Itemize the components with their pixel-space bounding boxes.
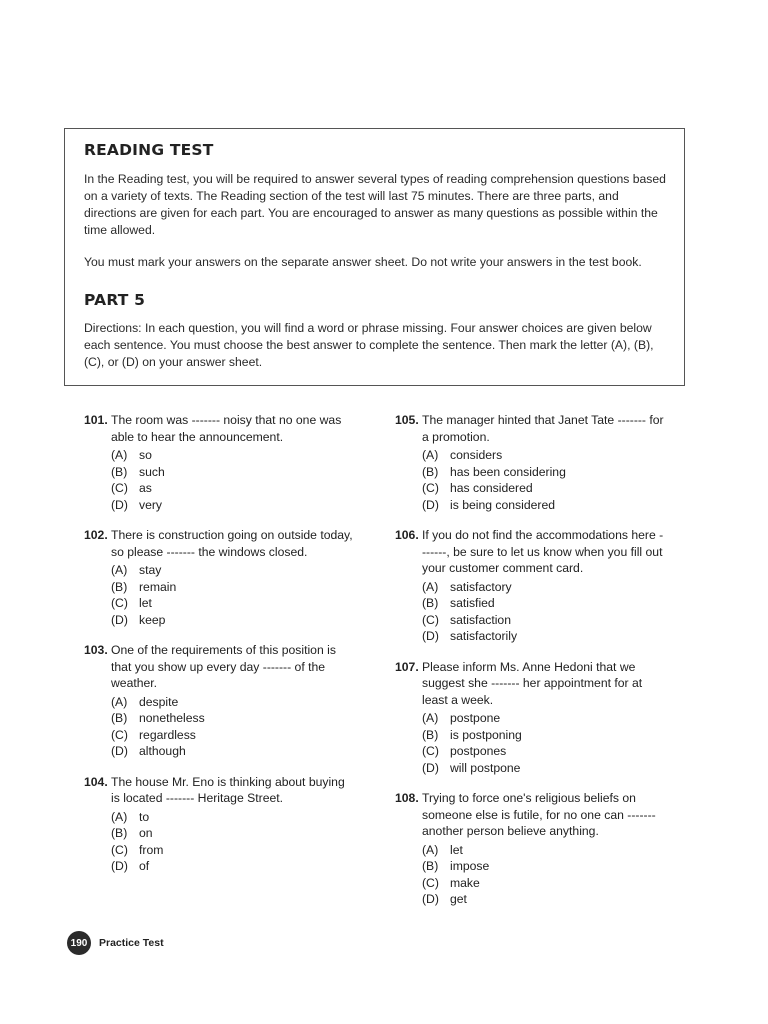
- question-stem: Trying to force one's religious beliefs on someone else is futile, for no one can ------- another person believe anything.: [422, 791, 656, 838]
- answer-choice: [111, 710, 354, 727]
- question-stem-row: [84, 527, 354, 560]
- question-item: [395, 527, 665, 645]
- answer-choice: [111, 743, 354, 760]
- answer-choices: [111, 694, 354, 760]
- answer-choices: [422, 447, 665, 513]
- answer-choice: [111, 809, 354, 826]
- choice-letter: (D): [111, 612, 128, 627]
- question-stem-row: [395, 527, 665, 577]
- question-item: [84, 774, 354, 875]
- answer-choices: [111, 562, 354, 628]
- question-stem-row: [395, 790, 665, 840]
- question-stem-row: [84, 774, 354, 807]
- answer-sheet-note: You must mark your answers on the separate answer sheet. Do not write your answers in the test book.: [84, 255, 642, 269]
- question-number: 106.: [395, 528, 419, 542]
- choice-text: postpone: [450, 711, 501, 725]
- answer-choice: [422, 497, 665, 514]
- choice-letter: (A): [422, 448, 439, 462]
- choice-letter: (A): [111, 694, 128, 709]
- answer-choice: [422, 727, 665, 744]
- question-stem: There is construction going on outside today, so please ------- the windows closed.: [111, 528, 353, 559]
- choice-letter: (A): [422, 711, 439, 725]
- question-stem: The manager hinted that Janet Tate ------- for a promotion.: [422, 413, 664, 444]
- answer-choice: [422, 760, 665, 777]
- choice-letter: (C): [422, 744, 439, 758]
- answer-choices: [422, 579, 665, 645]
- answer-choice: [422, 579, 665, 596]
- choice-text: impose: [450, 859, 490, 873]
- answer-choice: [111, 727, 354, 744]
- choice-text: very: [139, 497, 163, 512]
- answer-choice: [111, 595, 354, 612]
- choice-letter: (D): [111, 859, 128, 873]
- choice-text: so: [139, 448, 152, 462]
- choice-text: on: [139, 826, 153, 840]
- answer-choice: [111, 579, 354, 596]
- answer-choices: [422, 710, 665, 776]
- choice-letter: (A): [111, 448, 128, 462]
- question-stem: If you do not find the accommodations here -------, be sure to let us know when you fill out your customer comment card.: [422, 528, 664, 575]
- choice-text: of: [139, 859, 150, 873]
- choice-letter: (A): [422, 579, 439, 594]
- choice-letter: (B): [111, 464, 128, 479]
- choice-letter: (B): [422, 727, 439, 742]
- answer-choice: [111, 825, 354, 842]
- choice-letter: (A): [111, 563, 128, 577]
- choice-letter: (D): [422, 760, 439, 775]
- choice-letter: (D): [111, 744, 128, 758]
- choice-text: let: [450, 842, 463, 857]
- answer-choice: [111, 858, 354, 875]
- choice-text: regardless: [139, 727, 196, 742]
- choice-text: is postponing: [450, 727, 522, 742]
- answer-choice: [111, 612, 354, 629]
- question-item: [395, 790, 665, 908]
- choice-letter: (B): [422, 859, 439, 873]
- choice-letter: (C): [422, 875, 439, 890]
- answer-choice: [422, 858, 665, 875]
- question-number: 103.: [84, 643, 108, 657]
- answer-choice: [422, 480, 665, 497]
- answer-choice: [111, 480, 354, 497]
- question-stem-row: [84, 412, 354, 445]
- question-item: [395, 659, 665, 777]
- choice-letter: (B): [111, 826, 128, 840]
- choice-letter: (C): [111, 596, 128, 610]
- answer-choice: [422, 464, 665, 481]
- question-stem: The house Mr. Eno is thinking about buying is located ------- Heritage Street.: [111, 774, 345, 805]
- question-stem: The room was ------- noisy that no one was able to hear the announcement.: [111, 413, 342, 444]
- question-number: 102.: [84, 528, 108, 542]
- answer-choices: [111, 809, 354, 875]
- choice-letter: (D): [422, 497, 439, 512]
- choice-letter: (B): [422, 464, 439, 479]
- choice-text: satisfaction: [450, 612, 511, 627]
- choice-letter: (C): [422, 481, 439, 495]
- answer-choice: [422, 891, 665, 908]
- reading-test-intro: In the Reading test, you will be required to answer several types of reading comprehension questions based on a variety of texts. The Reading section of the test will last 75 minutes. There are three parts, and directions are given for each part. You are encouraged to answer as many questions as possible within the time allowed.: [84, 172, 666, 237]
- answer-choice: [422, 842, 665, 859]
- choice-text: has considered: [450, 481, 533, 495]
- choice-letter: (C): [422, 612, 439, 627]
- page-number-badge: 190: [67, 931, 91, 955]
- choice-letter: (A): [111, 809, 128, 824]
- answer-choice: [422, 628, 665, 645]
- choice-text: stay: [139, 563, 162, 577]
- choice-text: satisfied: [450, 596, 495, 610]
- answer-choice: [111, 694, 354, 711]
- choice-text: considers: [450, 448, 503, 462]
- answer-choices: [111, 447, 354, 513]
- choice-text: let: [139, 596, 152, 610]
- footer-label: Practice Test: [99, 937, 164, 949]
- question-item: [84, 412, 354, 513]
- choice-letter: (B): [111, 579, 128, 594]
- choice-text: get: [450, 892, 467, 906]
- question-number: 105.: [395, 413, 419, 427]
- question-number: 104.: [84, 774, 108, 789]
- part5-directions: Directions: In each question, you will find a word or phrase missing. Four answer choices are given below each sentence. You must choose the best answer to complete the sentence. Then mark the letter (A), (B), (C), or (D) on your answer sheet.: [84, 321, 654, 369]
- choice-text: from: [139, 842, 164, 857]
- reading-test-heading: READING TEST: [84, 141, 214, 159]
- question-number: 101.: [84, 413, 108, 427]
- choice-text: such: [139, 464, 165, 479]
- answer-choice: [111, 464, 354, 481]
- choice-text: satisfactory: [450, 579, 512, 594]
- choice-text: as: [139, 481, 152, 495]
- question-number: 108.: [395, 791, 419, 805]
- choice-letter: (C): [111, 481, 128, 495]
- choice-text: satisfactorily: [450, 629, 518, 643]
- question-stem: Please inform Ms. Anne Hedoni that we suggest she ------- her appointment for at least a week.: [422, 659, 643, 707]
- answer-choice: [422, 875, 665, 892]
- questions-column-right: [395, 412, 665, 908]
- choice-letter: (A): [422, 842, 439, 857]
- question-item: [84, 642, 354, 760]
- choice-text: postpones: [450, 744, 507, 758]
- question-item: [84, 527, 354, 628]
- choice-text: despite: [139, 694, 179, 709]
- choice-text: nonetheless: [139, 711, 205, 725]
- choice-text: although: [139, 744, 186, 758]
- answer-choice: [111, 497, 354, 514]
- choice-letter: (C): [111, 727, 128, 742]
- instructions-box: [64, 128, 685, 386]
- question-stem-row: [395, 659, 665, 709]
- question-stem-row: [395, 412, 665, 445]
- choice-text: is being considered: [450, 497, 556, 512]
- question-stem: One of the requirements of this position is that you show up every day ------- of the weather.: [111, 643, 336, 690]
- choice-text: make: [450, 875, 480, 890]
- choice-letter: (D): [111, 497, 128, 512]
- question-number: 107.: [395, 659, 419, 674]
- question-stem-row: [84, 642, 354, 692]
- choice-text: to: [139, 809, 150, 824]
- choice-text: keep: [139, 612, 166, 627]
- answer-choices: [422, 842, 665, 908]
- question-item: [395, 412, 665, 513]
- answer-choice: [422, 595, 665, 612]
- questions-column-left: [84, 412, 354, 875]
- choice-text: has been considering: [450, 464, 566, 479]
- choice-text: remain: [139, 579, 177, 594]
- choice-letter: (B): [111, 711, 128, 725]
- choice-text: will postpone: [450, 760, 521, 775]
- answer-choice: [111, 562, 354, 579]
- part5-heading: PART 5: [84, 291, 146, 309]
- answer-choice: [111, 447, 354, 464]
- choice-letter: (D): [422, 892, 439, 906]
- answer-choice: [422, 612, 665, 629]
- choice-letter: (C): [111, 842, 128, 857]
- choice-letter: (D): [422, 629, 439, 643]
- answer-choice: [422, 710, 665, 727]
- choice-letter: (B): [422, 596, 439, 610]
- answer-choice: [111, 842, 354, 859]
- page-footer: [67, 931, 164, 955]
- answer-choice: [422, 743, 665, 760]
- answer-choice: [422, 447, 665, 464]
